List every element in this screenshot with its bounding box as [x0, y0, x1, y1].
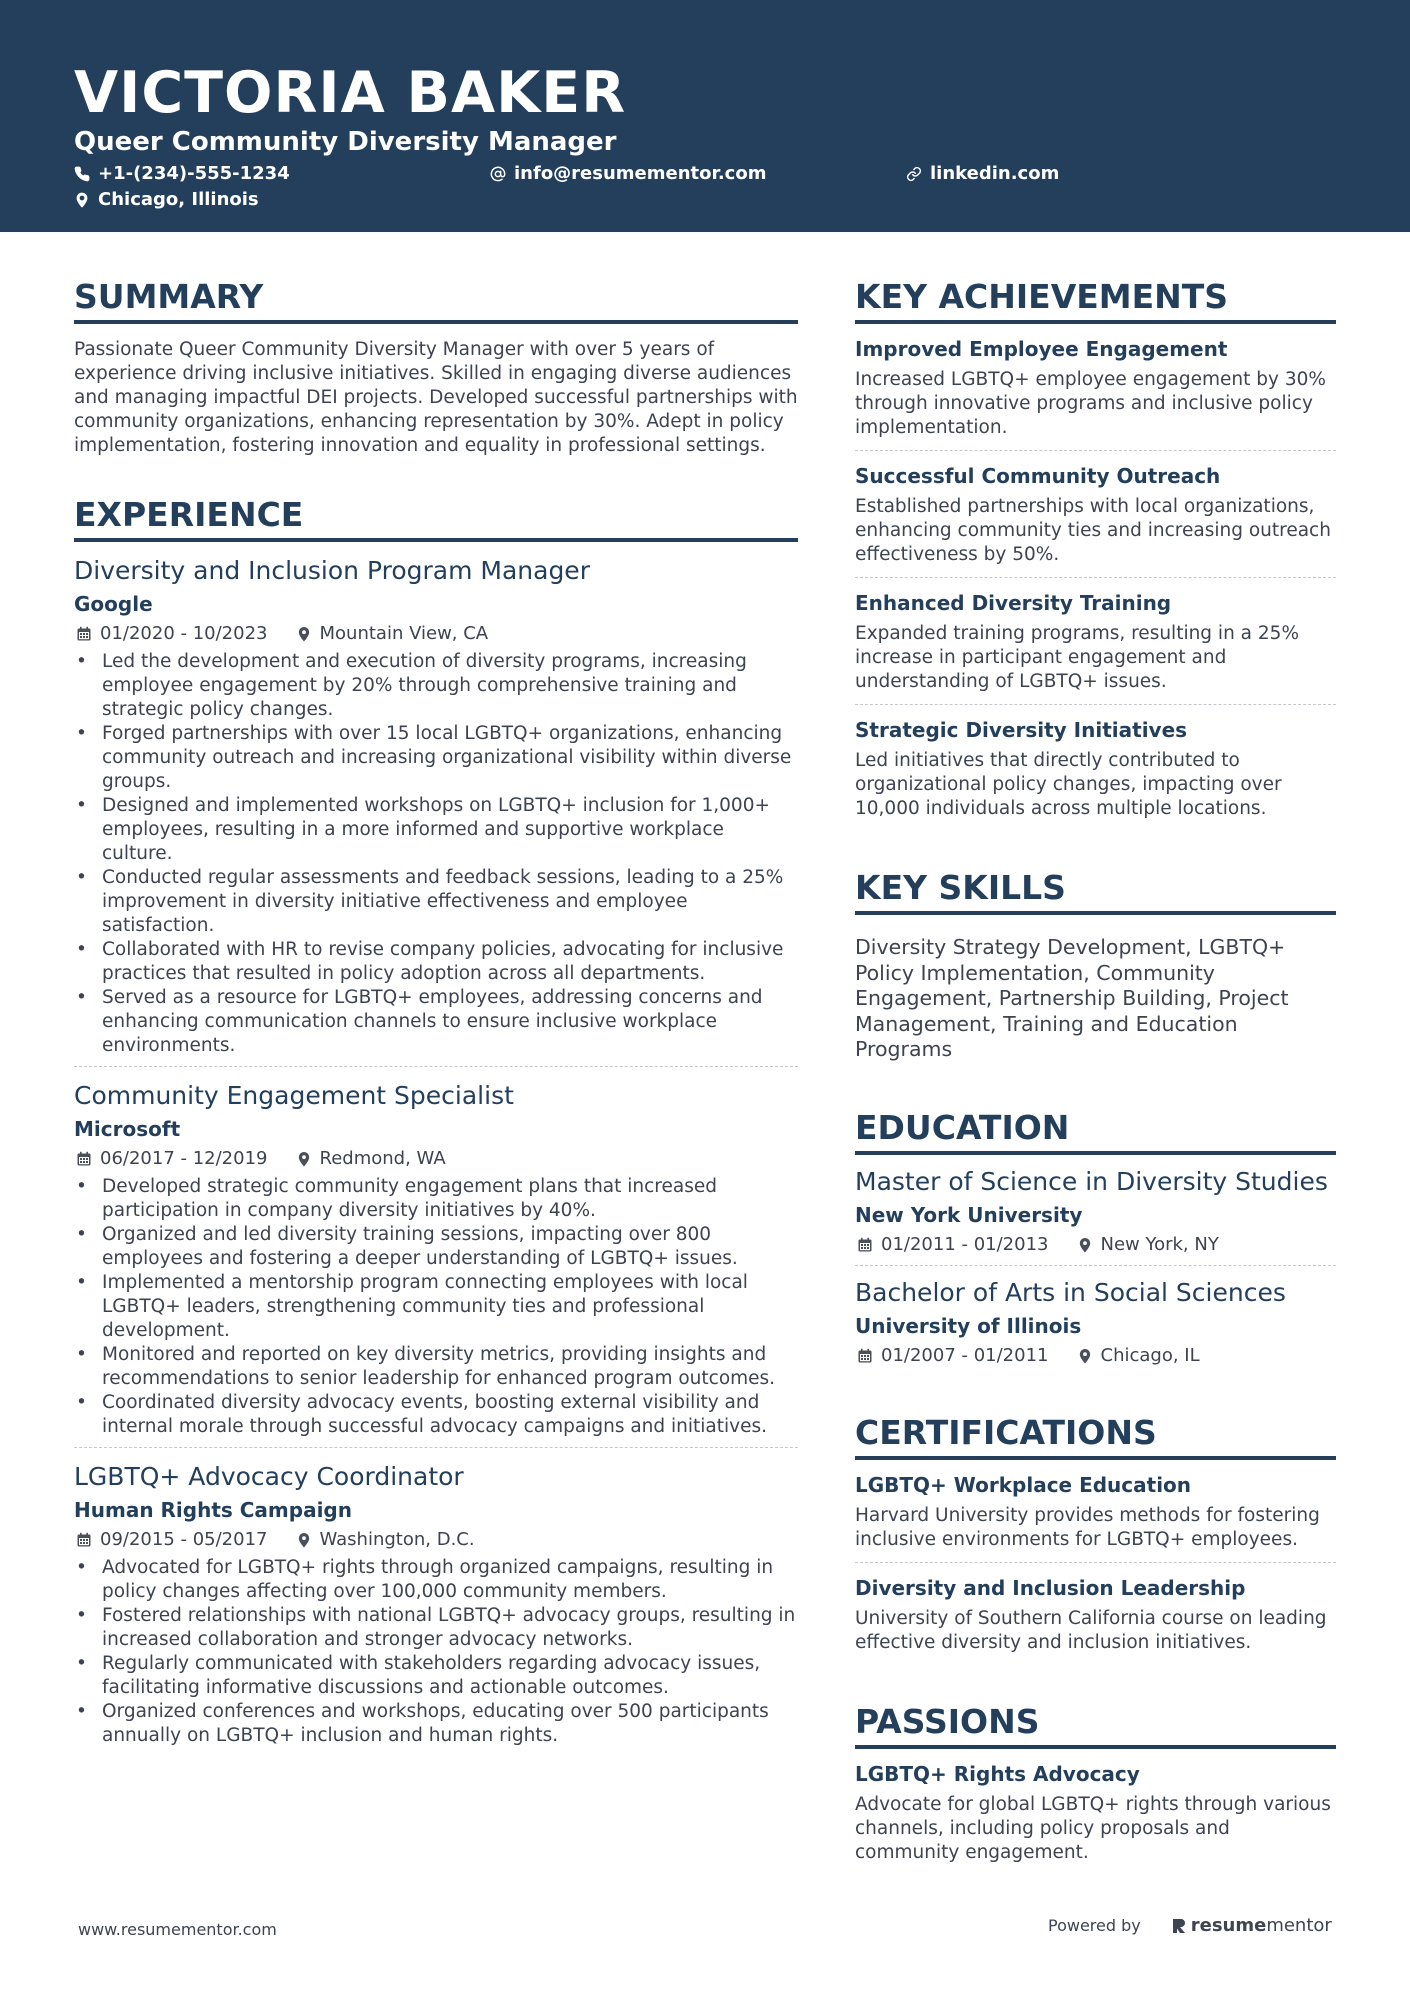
- location: [296, 1528, 475, 1552]
- job-bullet: • Designed and implemented workshops on LGBTQ+ inclusion for 1,000+ employees, resulting in a more informed and supportive workplace culture.: [74, 794, 798, 866]
- date-text: 06/2017 - 12/2019: [100, 1148, 268, 1169]
- date-text: 09/2015 - 05/2017: [100, 1529, 268, 1550]
- job-title: Diversity and Inclusion Program Manager: [74, 556, 590, 585]
- passions-heading: PASSIONS: [855, 1701, 1336, 1749]
- date-text: 01/2007 - 01/2011: [881, 1344, 1049, 1366]
- resumementor-logo-icon: [1171, 1917, 1187, 1935]
- passion-item-title: LGBTQ+ Rights Advocacy: [855, 1761, 1140, 1786]
- job-title: Community Engagement Specialist: [74, 1081, 514, 1110]
- education-entry: [855, 1265, 1336, 1376]
- phone-icon: [74, 166, 90, 182]
- job-bullet: • Led the development and execution of diversity programs, increasing employee engagement by 20% through comprehensive training and strategic policy changes.: [74, 650, 798, 722]
- job-bullet: • Forged partnerships with over 15 local LGBTQ+ organizations, enhancing community outreach and increasing organizational visibility within diverse groups.: [74, 722, 798, 794]
- passions-list: [855, 1749, 1336, 1875]
- date-range: [76, 1528, 268, 1552]
- map-pin-icon: [74, 192, 90, 208]
- date-text: 01/2011 - 01/2013: [881, 1233, 1049, 1255]
- company-name: Google: [74, 592, 153, 616]
- achievement-item-title: Successful Community Outreach: [855, 464, 1221, 488]
- summary-text: Passionate Queer Community Diversity Manager with over 5 years of experience driving inclusive initiatives. Skilled in engaging diverse audiences and managing impactful DEI projects. Developed successful partnerships with community organizations, enhancing representation by 30%. Adept in policy implementation, fostering innovation and equality in professional settings.: [74, 339, 798, 456]
- calendar-icon: [857, 1237, 873, 1253]
- map-pin-icon: [296, 1532, 312, 1548]
- calendar-icon: [76, 626, 92, 642]
- job-bullet: • Advocated for LGBTQ+ rights through organized campaigns, resulting in policy changes affecting over 100,000 community members.: [74, 1556, 798, 1604]
- certification-item: [855, 1562, 1336, 1665]
- achievement-item: [855, 577, 1336, 704]
- achievements-heading: KEY ACHIEVEMENTS: [855, 276, 1336, 324]
- job-bullet: • Coordinated diversity advocacy events, boosting external visibility and internal morale through successful advocacy campaigns and initiatives.: [74, 1391, 798, 1439]
- summary-heading: SUMMARY: [74, 276, 798, 324]
- date-range: [857, 1344, 1049, 1368]
- location-text: Redmond, WA: [319, 1148, 446, 1169]
- location: [1077, 1233, 1219, 1257]
- job-bullet: • Served as a resource for LGBTQ+ employees, addressing concerns and enhancing communication channels to ensure inclusive workplace environments.: [74, 986, 798, 1058]
- degree-title: Bachelor of Arts in Social Sciences: [855, 1277, 1286, 1307]
- job-bullets: [74, 1175, 798, 1439]
- location-text: Chicago, Illinois: [98, 189, 259, 210]
- degree-title: Master of Science in Diversity Studies: [855, 1166, 1328, 1196]
- achievement-item-description: Led initiatives that directly contributed to organizational policy changes, impacting over 10,000 individuals across multiple locations.: [855, 750, 1282, 819]
- location: [1077, 1344, 1200, 1368]
- brand-logo[interactable]: [1171, 1915, 1332, 1936]
- certification-item-description: Harvard University provides methods for fostering inclusive environments for LGBTQ+ employees.: [855, 1504, 1320, 1550]
- achievement-item: [855, 324, 1336, 450]
- job-bullet: • Implemented a mentorship program connecting employees with local LGBTQ+ leaders, strengthening community ties and professional development.: [74, 1271, 798, 1343]
- certifications-list: [855, 1460, 1336, 1665]
- education-list: [855, 1155, 1336, 1376]
- achievement-item: [855, 704, 1336, 831]
- certification-item-description: University of Southern California course on leading effective diversity and inclusion initiatives.: [855, 1607, 1327, 1653]
- achievement-item-description: Increased LGBTQ+ employee engagement by 30% through innovative programs and inclusive policy implementation.: [855, 369, 1326, 438]
- job-entry: [74, 1447, 798, 1756]
- company-name: Human Rights Campaign: [74, 1498, 352, 1522]
- job-entry: [74, 554, 798, 1066]
- location-text: Washington, D.C.: [319, 1529, 475, 1550]
- meta-row: [855, 1344, 1336, 1368]
- resume-header: [0, 0, 1410, 232]
- calendar-icon: [857, 1348, 873, 1364]
- map-pin-icon: [296, 1151, 312, 1167]
- date-range: [76, 622, 268, 646]
- email-text: info@resumementor.com: [514, 163, 767, 184]
- brand-bold: resume: [1190, 1915, 1267, 1936]
- certification-item: [855, 1460, 1336, 1562]
- powered-by-text: Powered by: [1048, 1916, 1141, 1935]
- experience-heading: EXPERIENCE: [74, 494, 798, 542]
- link-icon: [906, 166, 922, 182]
- date-range: [76, 1147, 268, 1171]
- job-bullet: • Developed strategic community engagement plans that increased participation in company diversity initiatives by 40%.: [74, 1175, 798, 1223]
- job-bullet: • Conducted regular assessments and feedback sessions, leading to a 25% improvement in diversity initiative effectiveness and employee satisfaction.: [74, 866, 798, 938]
- candidate-role: Queer Community Diversity Manager: [74, 127, 617, 157]
- job-bullet: • Fostered relationships with national LGBTQ+ advocacy groups, resulting in increased collaboration and stronger advocacy networks.: [74, 1604, 798, 1652]
- job-bullet: • Monitored and reported on key diversity metrics, providing insights and recommendations to senior leadership for enhanced program outcomes.: [74, 1343, 798, 1391]
- date-text: 01/2020 - 10/2023: [100, 623, 268, 644]
- at-sign-icon: [490, 166, 506, 182]
- phone-text: +1-(234)-555-1234: [98, 163, 290, 184]
- certifications-heading: CERTIFICATIONS: [855, 1412, 1336, 1460]
- date-range: [857, 1233, 1049, 1257]
- job-entry: [74, 1066, 798, 1447]
- job-title: LGBTQ+ Advocacy Coordinator: [74, 1462, 464, 1491]
- school-name: New York University: [855, 1202, 1083, 1227]
- location-text: New York, NY: [1100, 1233, 1219, 1255]
- candidate-name: VICTORIA BAKER: [74, 60, 627, 126]
- location: [296, 622, 489, 646]
- achievement-item-title: Improved Employee Engagement: [855, 337, 1228, 361]
- location-text: Chicago, IL: [1100, 1344, 1200, 1366]
- job-bullets: [74, 650, 798, 1058]
- education-entry: [855, 1155, 1336, 1265]
- linkedin-text: linkedin.com: [930, 163, 1060, 184]
- contact-linkedin[interactable]: [906, 162, 1059, 186]
- job-bullet: • Regularly communicated with stakeholders regarding advocacy issues, facilitating informative discussions and actionable outcomes.: [74, 1652, 798, 1700]
- map-pin-icon: [1077, 1237, 1093, 1253]
- meta-row: [74, 622, 798, 646]
- certification-item-title: Diversity and Inclusion Leadership: [855, 1575, 1246, 1600]
- job-bullet: • Organized and led diversity training sessions, impacting over 800 employees and fostering a deeper understanding of LGBTQ+ issues.: [74, 1223, 798, 1271]
- map-pin-icon: [1077, 1348, 1093, 1364]
- job-bullet: • Collaborated with HR to revise company policies, advocating for inclusive practices that resulted in policy adoption across all departments.: [74, 938, 798, 986]
- achievement-item-description: Established partnerships with local organizations, enhancing community ties and increasing outreach effectiveness by 50%.: [855, 496, 1331, 565]
- contact-email[interactable]: [490, 162, 766, 186]
- location: [296, 1147, 446, 1171]
- experience-list: [74, 554, 798, 1756]
- skills-heading: KEY SKILLS: [855, 867, 1336, 915]
- footer-website[interactable]: www.resumementor.com: [78, 1920, 277, 1939]
- job-bullet: • Organized conferences and workshops, educating over 500 participants annually on LGBTQ+ inclusion and human rights.: [74, 1700, 798, 1748]
- calendar-icon: [76, 1532, 92, 1548]
- right-column: [855, 276, 1336, 1875]
- company-name: Microsoft: [74, 1117, 181, 1141]
- meta-row: [855, 1233, 1336, 1257]
- contact-phone[interactable]: [74, 162, 290, 186]
- meta-row: [74, 1528, 798, 1552]
- location-text: Mountain View, CA: [319, 623, 489, 644]
- skills-text: Diversity Strategy Development, LGBTQ+ Policy Implementation, Community Engagement, Partnership Building, Project Management, Training and Education Programs: [855, 935, 1289, 1061]
- calendar-icon: [76, 1151, 92, 1167]
- brand-light: mentor: [1266, 1915, 1332, 1936]
- footer-branding: [1048, 1915, 1332, 1936]
- education-heading: EDUCATION: [855, 1107, 1336, 1155]
- achievement-item-title: Strategic Diversity Initiatives: [855, 718, 1188, 742]
- passion-item: [855, 1749, 1336, 1875]
- certification-item-title: LGBTQ+ Workplace Education: [855, 1472, 1192, 1497]
- school-name: University of Illinois: [855, 1313, 1082, 1338]
- map-pin-icon: [296, 626, 312, 642]
- achievement-item-description: Expanded training programs, resulting in a 25% increase in participant engagement and understanding of LGBTQ+ issues.: [855, 623, 1300, 692]
- passion-item-description: Advocate for global LGBTQ+ rights through various channels, including policy proposals and community engagement.: [855, 1793, 1331, 1863]
- contact-location: [74, 188, 259, 212]
- achievements-list: [855, 324, 1336, 831]
- achievement-item-title: Enhanced Diversity Training: [855, 591, 1172, 615]
- meta-row: [74, 1147, 798, 1171]
- left-column: [74, 276, 798, 1756]
- job-bullets: [74, 1556, 798, 1748]
- achievement-item: [855, 450, 1336, 577]
